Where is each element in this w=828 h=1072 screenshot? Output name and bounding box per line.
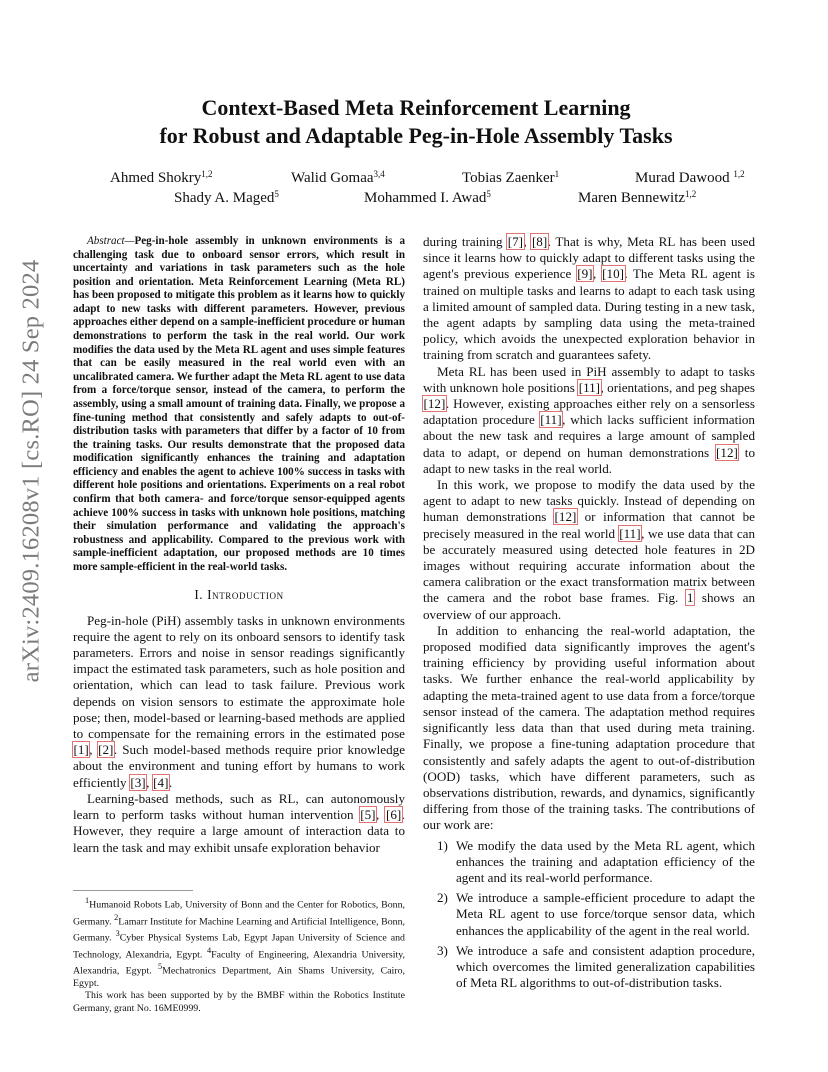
author [635, 170, 745, 187]
intro-paragraph-5 [423, 477, 755, 623]
author-name: Tobias Zaenker [462, 170, 555, 186]
author-affiliation: 3,4 [373, 169, 385, 179]
author-name: Murad Dawood [635, 170, 734, 186]
paragraph-text: . However, existing approaches either rely on a sensorless adaptation procedure [423, 396, 755, 428]
citation-link[interactable]: [11] [619, 525, 641, 541]
affiliation-footnote [73, 895, 405, 990]
list-item-text: We modify the data used by the Meta RL agent, which enhances the training and adaptation efficiency of the agent and its real-world performance. [456, 837, 755, 885]
contributions-list [423, 838, 755, 992]
footnote-marker: 2 [114, 912, 119, 922]
paragraph-text: , we use data that can be accurately measured using detected hole features in 2D images without requiring accurate information about the camera calibration or the exact transformation matrix between the camera and the robot base frames. Fig. [423, 525, 756, 606]
citation-link[interactable]: [11] [540, 412, 562, 428]
author-block [80, 170, 752, 210]
list-item-number: 1) [437, 837, 448, 853]
abstract [73, 235, 405, 574]
citation-link[interactable]: [7] [507, 234, 523, 249]
paragraph-text: . [168, 774, 173, 790]
paragraph-text: Learning-based methods, such as RL, can autonomously learn to perform tasks without human intervention [73, 790, 405, 823]
citation-link[interactable]: [12] [716, 444, 738, 460]
intro-paragraph-3: during training [7], [8]. That is why, Meta RL has been used since it learns how to quickly adapt to different tasks using the agent's previous experience [9], [10]. The Meta RL agent is trained on multiple tasks and learns to adapt to each task using a limited amount of sampled data. During testing in a new task, the agent adapts by sampling data using the meta-trained policy, which avoids the unexpected exploration behavior in training from scratch and guarantees safety. [423, 234, 756, 363]
author-affiliation: 5 [486, 189, 491, 199]
title-line-1: Context-Based Meta Reinforcement Learning [201, 95, 631, 120]
author-affiliation: 1 [554, 169, 560, 179]
citation-link[interactable]: [8] [531, 234, 548, 249]
paragraph-text: In this work, we propose to modify the data used by the agent to adapt to new tasks quickly. Instead of depending on human demonstrations [423, 477, 755, 525]
section-heading-text: I. Introduction [194, 587, 284, 603]
intro-paragraph-6: In addition to enhancing the real-world adaptation, the proposed modified data significantly improves the agent's training efficiency by providing useful information about tasks. We further enhance the real-world applicability by adapting the meta-trained agent to use data from a force/torque sensor instead of the camera. The adaptation method requires significantly less data than that used during meta training. Finally, we propose a fine-tuning adaptation procedure that consistently and safely adapts the agent to out-of-distribution (OOD) tasks, which have different parameters, such as observations distribution, rewards, and dynamics, significantly differing from those of the training tasks. The contributions of our work are: [423, 622, 755, 833]
author-affiliation: 1,2 [201, 169, 213, 179]
title-line-2: for Robust and Adaptable Peg-in-Hole Assembly Tasks [159, 123, 673, 148]
author-name: Ahmed Shokry [110, 170, 202, 186]
list-item [423, 838, 755, 887]
footnote-marker: 5 [158, 962, 163, 972]
author-name: Maren Bennewitz [578, 190, 686, 206]
citation-link[interactable]: [3] [130, 774, 146, 790]
author-affiliation: 1,2 [685, 189, 697, 199]
citation-link[interactable]: [6] [385, 807, 402, 823]
abstract-label: Abstract [87, 235, 125, 247]
left-column [73, 235, 405, 856]
author-row-2 [80, 190, 752, 210]
citation-link[interactable]: [2] [98, 742, 114, 758]
funding-footnote: This work has been supported by by the BMBF within the Robotics Institute Germany, grant No. 16ME0999. [73, 990, 405, 1014]
citation-link[interactable]: [1] [73, 742, 89, 758]
paragraph-text: Peg-in-hole (PiH) assembly tasks in unknown environments require the agent to rely on its onboard sensors to identify task parameters. Errors and noise in sensor readings significantly impact the estimated task parameters, such as hole position and orientation, which can lead to task failure. Previous work depends on vision sensors to estimate the approximate hole pose; then, model-based or learning-based methods are applied to compensate for the remaining errors in the estimated pose [73, 612, 405, 742]
intro-paragraph-1: Peg-in-hole (PiH) assembly tasks in unknown environments require the agent to rely on its onboard sensors to identify task parameters. Errors and noise in sensor readings significantly impact the estimated task parameters, such as hole position and orientation, which can lead to task failure. Previous work depends on vision sensors to estimate the approximate hole pose; then, model-based or learning-based methods are applied to compensate for the remaining errors in the estimated pose [1], [2]. Such model-based methods require prior knowledge about the environment and tuning effort by humans to work efficiently [3], [4]. [73, 612, 405, 790]
abstract-dash: — [124, 235, 135, 247]
footnote-marker: 3 [115, 929, 120, 939]
author-name: Walid Gomaa [291, 170, 374, 186]
citation-link[interactable]: [5] [360, 807, 376, 823]
footnote-divider [73, 890, 193, 891]
author-row-1 [80, 170, 752, 190]
list-item-text: We introduce a sample-efficient procedure to adapt the Meta RL agent to use force/torque sensor data, which enhances the applicability of the agent in the real world. [456, 890, 755, 938]
section-heading-introduction [73, 587, 405, 603]
author [364, 190, 491, 207]
author-name: Shady A. Maged [174, 190, 275, 206]
author [110, 170, 213, 187]
footnote-marker: 4 [207, 945, 212, 955]
citation-link[interactable]: [11] [578, 379, 601, 395]
author [291, 170, 385, 187]
footnote-marker: 1 [85, 896, 90, 905]
paragraph-text: . Such model-based methods require prior knowledge about the environment and tuning effort by humans to work efficiently [73, 742, 405, 790]
intro-paragraph-2: Learning-based methods, such as RL, can autonomously learn to perform tasks without human intervention [5], [6]. However, they require a large amount of interaction data to learn the task and may exhibit unsafe exploration behavior [73, 790, 406, 855]
citation-link[interactable]: [4] [153, 774, 169, 790]
paragraph-text: to adapt to new tasks in the real world. [423, 444, 755, 476]
abstract-body: Peg-in-hole assembly in unknown environments is a challenging task due to onboard sensor errors, which result in uncertainty and variations in task parameters such as the hole position and orientation. Meta Reinforcement Learning (Meta RL) has been proposed to mitigate this problem as it learns how to quickly adapt to new tasks with different parameters. However, previous approaches either depend on a sample-inefficient procedure or human demonstrations to perform the task in the real world. Our work modifies the data used by the Meta RL agent and uses simple features that can be easily measured in the real world even with an uncalibrated camera. We further adapt the Meta RL agent to use data from a force/torque sensor, instead of the camera, to perform the assembly, using a small amount of training data. Finally, we propose a fine-tuning method that consistently and safely adapts to out-of-distribution tasks with parameters that differ by a factor of 10 from the training tasks. Our results demonstrate that the proposed data modification significantly enhances the training and adaptation efficiency and enables the agent to achieve 100% success in tasks with different hole positions and orientations. Experiments on a real robot confirm that both camera- and force/torque sensor-equipped agents achieve 100% success in tasks with unknown hole positions, matching their simulation performance and validating the approach's robustness and applicability. Compared to the previous work with sample-inefficient adaptation, our proposed methods are 10 times more sample-efficient in the real-world tasks. [73, 235, 405, 573]
author [462, 170, 559, 187]
citation-link[interactable]: [12] [554, 509, 577, 525]
citation-link[interactable]: [12] [423, 396, 446, 412]
paragraph-text: . That is why, Meta RL has been used since it learns how to quickly adapt to different tasks using the agent's previous experience [423, 234, 755, 282]
footnote-text: Lamarr Institute for Machine Learning and Artificial Intelligence, Bonn, Germany. [73, 915, 405, 944]
arxiv-identifier: arXiv:2409.16208v1 [cs.RO] 24 Sep 2024 [17, 259, 45, 683]
footnote-text: Humanoid Robots Lab, University of Bonn and the Center for Robotics, Bonn, Germany. [73, 899, 405, 927]
author-affiliation: 1,2 [733, 169, 745, 179]
author [174, 190, 279, 207]
paragraph-text: or information that cannot be precisely measured in the real world [423, 509, 755, 541]
paragraph-text: during training [423, 234, 508, 249]
paper-title [80, 94, 752, 150]
author-affiliation: 5 [274, 189, 279, 199]
author-name: Mohammed I. Awad [364, 190, 487, 206]
arxiv-sidebar-stamp [14, 236, 48, 706]
list-item-number: 3) [437, 942, 448, 958]
citation-link[interactable]: [9] [577, 266, 593, 282]
paragraph-text: , which lacks sufficient information about the new task and requires a large amount of sampled data to adapt, or depend on human demonstrations [423, 412, 755, 460]
list-item-text: We introduce a safe and consistent adaption procedure, which overcomes the limited generalization capabilities of Meta RL algorithms to out-of-distribution tasks. [456, 942, 755, 991]
footnote-text: Cyber Physical Systems Lab, Egypt Japan University of Science and Technology, Alexandria, Egypt. [73, 932, 405, 961]
paragraph-text: Meta RL has been used in PiH assembly to adapt to tasks with unknown hole positions [423, 363, 755, 395]
list-item-number: 2) [437, 890, 448, 906]
list-item [423, 943, 755, 992]
footnote-text: Faculty of Engineering, Alexandria University, Alexandria, Egypt. [73, 949, 405, 977]
paragraph-text: . The Meta RL agent is trained on multiple tasks and learns to adapt to each task using a limited amount of sampled data. During testing in a new task, the agent adapts by sampling data using the meta-trained policy, which avoids the unexpected exploration behavior in training from scratch and guarantees safety. [423, 266, 756, 363]
right-column [423, 234, 755, 995]
paragraph-text: shows an overview of our approach. [423, 590, 755, 622]
figure-reference-link[interactable]: 1 [686, 590, 694, 606]
paragraph-text: . However, they require a large amount of interaction data to learn the task and may exhibit unsafe exploration behavior [73, 807, 406, 855]
intro-paragraph-4 [423, 364, 755, 477]
footnote-text: Mechatronics Department, Ain Shams University, Cairo, Egypt. [73, 965, 405, 989]
author [578, 190, 696, 207]
paragraph-text: , orientations, and peg shapes [600, 379, 755, 395]
citation-link[interactable]: [10] [602, 266, 624, 282]
list-item [423, 890, 755, 939]
footnotes [73, 895, 405, 1015]
